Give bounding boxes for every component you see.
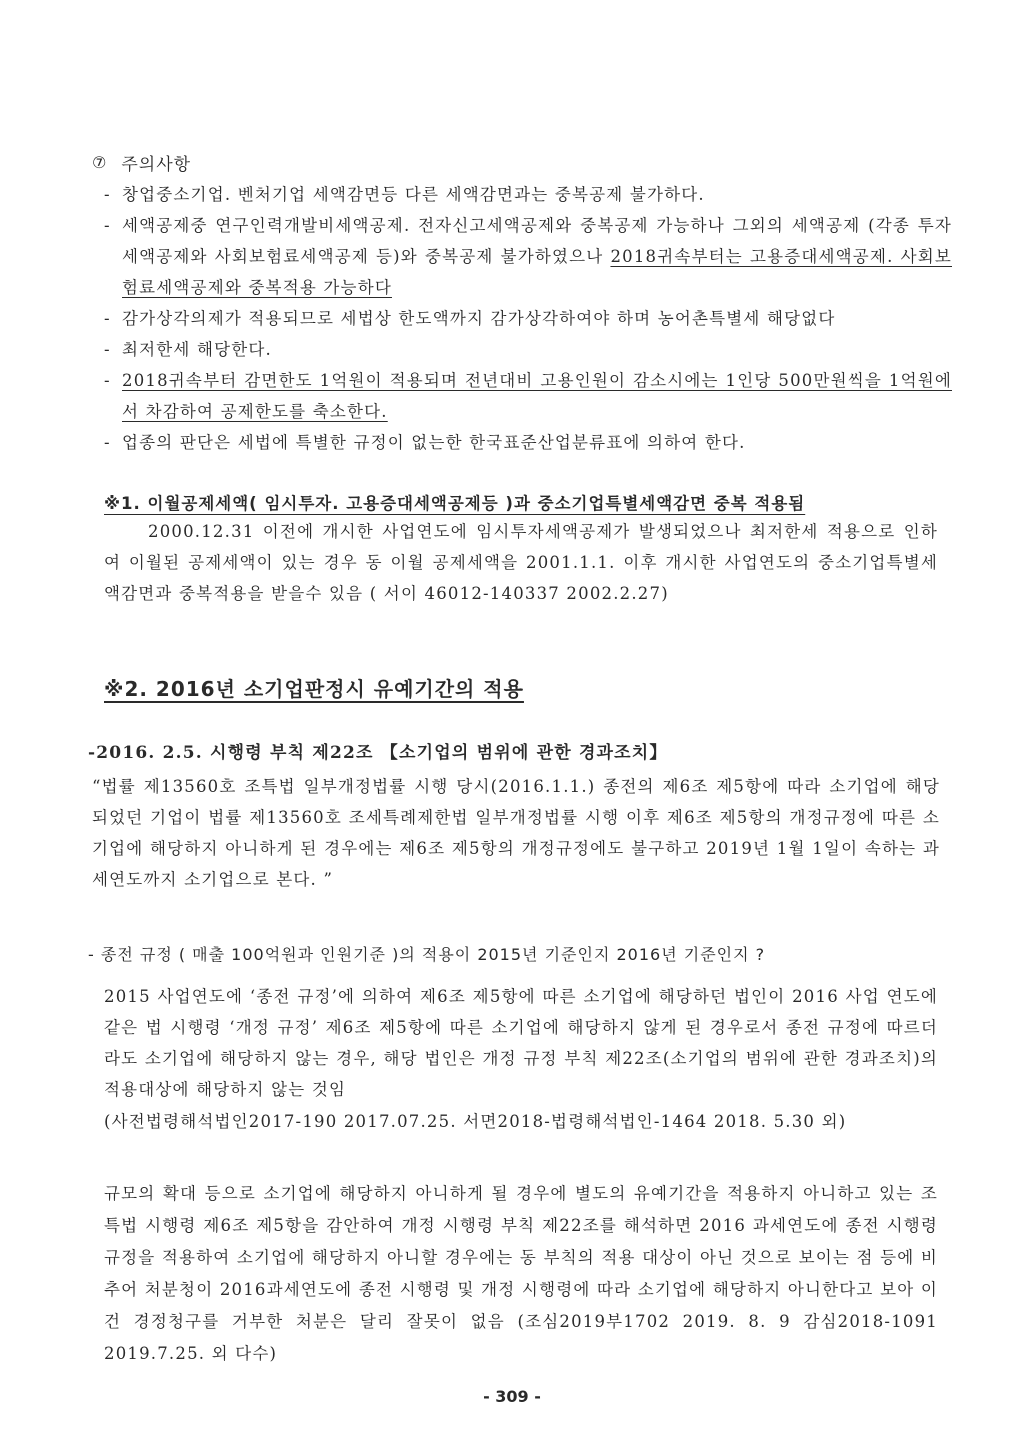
answer-text: 2015 사업연도에 ‘종전 규정’에 의하여 제6조 제5항에 따른 소기업에 해당하던 법인이 2016 사업 연도에 같은 법 시행령 ‘개정 규정’ 제6조 제5항에 따른 소기업에 해당하지 않게 된 경우로서 종전 규정에 따르더라도 소기업에 해당하지 않는 경우, 해당 법인은 개정 규정 부칙 제22조(소기업의 범위에 관한 경과조치)의 적용대상에 해당하지 않는 것임 [104,987,938,1099]
underlined-text: 2018귀속부터 감면한도 1억원이 적용되며 전년대비 고용인원이 감소시에는 1인당 500만원씩을 1억원에서 차감하여 공제한도를 축소한다. [122,371,952,421]
answer-reference: (사전법령해석법인2017-190 2017.07.25. 서면2018-법령해석법인-1464 2018. 5.30 외) [104,1112,847,1131]
caution-item: - 세액공제중 연구인력개발비세액공제. 전자신고세액공제와 중복공제 가능하나 그외의 세액공제 (각종 투자세액공제와 사회보험료세액공제 등)와 중복공제 불가하였으나 2018귀속부터는 고용증대세액공제. 사회보험료세액공제와 중복적용 가능하다 [104,216,952,297]
section1-title: ※1. 이월공제세액( 임시투자. 고용증대세액공제등 )과 중소기업특별세액감면 중복 적용됨 [104,494,806,513]
caution-item: - 2018귀속부터 감면한도 1억원이 적용되며 전년대비 고용인원이 감소시에는 1인당 500만원씩을 1억원에서 차감하여 공제한도를 축소한다. [104,371,952,421]
caution-item: - 업종의 판단은 세법에 특별한 규정이 없는한 한국표준산업분류표에 의하여 한다. [104,433,746,452]
section2-title: ※2. 2016년 소기업판정시 유예기간의 적용 [104,677,524,701]
section1-body: 2000.12.31 이전에 개시한 사업연도에 임시투자세액공제가 발생되었으나 최저한세 적용으로 인하여 이월된 공제세액이 있는 경우 동 이월 공제세액을 2001.1.1. 이후 개시한 사업연도의 중소기업특별세액감면과 중복적용을 받을수 있음 ( 서이 46012-140337 2002.2.27) [104,522,938,603]
caution-number: ⑦ [92,153,108,172]
caution-section [92,150,952,458]
caution-heading [92,150,952,175]
underlined-text: 2018귀속부터는 고용증대세액공제. 사회보험료세액공제와 중복적용 가능하다 [122,247,952,297]
caution-list [92,179,952,458]
decree-heading: -2016. 2.5. 시행령 부칙 제22조 【소기업의 범위에 관한 경과조치】 [88,743,668,763]
ruling-text: 규모의 확대 등으로 소기업에 해당하지 아니하게 될 경우에 별도의 유예기간을 적용하지 아니하고 있는 조특법 시행령 제6조 제5항을 감안하여 개정 시행령 부칙 제22조를 해석하면 2016 과세연도에 종전 시행령 규정을 적용하여 소기업에 해당하지 아니할 경우에는 동 부칙의 적용 대상이 아닌 것으로 보이는 점 등에 비추어 처분청이 2016과세연도에 종전 시행령 및 개정 시행령에 따라 소기업에 해당하지 아니한다고 보아 이 건 경정청구를 거부한 처분은 달리 잘못이 없음 (조심2019부1702 2019. 8. 9 감심2018-1091 2019.7.25. 외 다수) [104,1184,938,1363]
caution-item: - 창업중소기업. 벤처기업 세액감면등 다른 세액감면과는 중복공제 불가하다. [104,185,705,204]
page-number: - 309 - [483,1387,541,1406]
question-line: - 종전 규정 ( 매출 100억원과 인원기준 )의 적용이 2015년 기준인지 2016년 기준인지 ? [88,945,766,964]
caution-title: 주의사항 [121,155,192,175]
caution-item: - 감가상각의제가 적용되므로 세법상 한도액까지 감가상각하여야 하며 농어촌특별세 해당없다 [104,309,836,328]
decree-quote: “법률 제13560호 조특법 일부개정법률 시행 당시(2016.1.1.) 종전의 제6조 제5항에 따라 소기업에 해당되었던 기업이 법률 제13560호 조세특례제한법 일부개정법률 시행 이후 제6조 제5항의 개정규정에 따른 소기업에 해당하지 아니하게 된 경우에는 제6조 제5항의 개정규정에도 불구하고 2019년 1월 1일이 속하는 과세연도까지 소기업으로 본다. ” [92,777,940,889]
caution-item: - 최저한세 해당한다. [104,340,273,359]
